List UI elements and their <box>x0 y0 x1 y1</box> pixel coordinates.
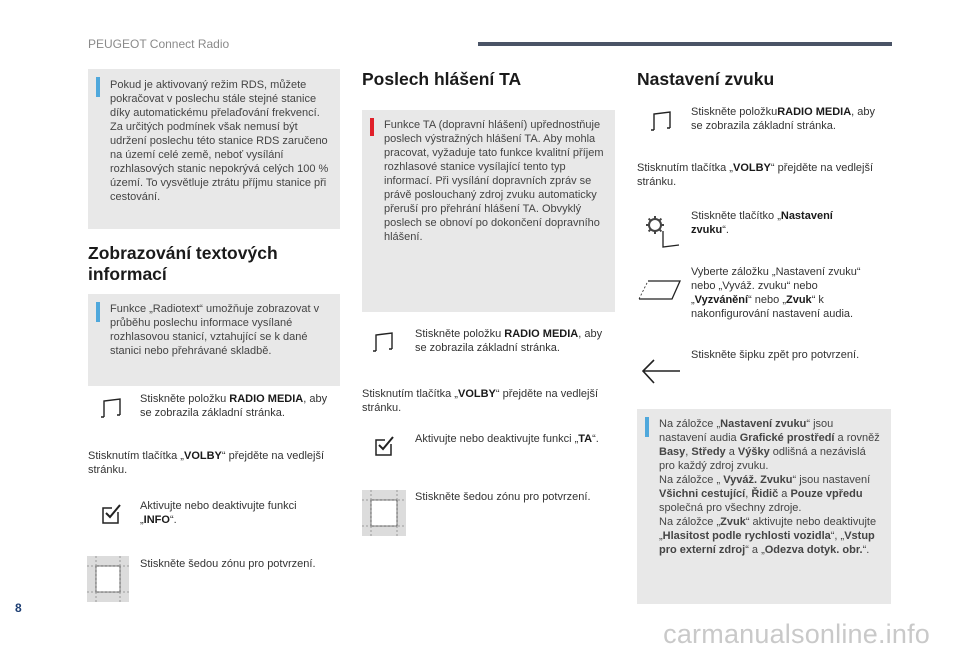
step-radio-media <box>140 392 335 420</box>
step-volby <box>362 387 602 415</box>
info-box-radiotext <box>88 294 340 386</box>
step-select-tab <box>691 265 881 321</box>
info-icon <box>96 302 100 322</box>
step-text: , aby se zobrazila základní stránka. <box>140 393 328 419</box>
step-sound-settings <box>691 209 871 237</box>
grey-zone-icon <box>362 490 406 536</box>
step-text: Stiskněte položku <box>691 106 778 118</box>
info-text: Funkce „Radiotext“ umožňuje zobrazovat v průběhu poslechu informace vysílané rozhlasovou stanicí, vztahující se k dané stanici nebo přehrávané skladbě. <box>110 303 320 357</box>
step-text: Stisknutím tlačítka „ <box>88 450 184 462</box>
step-text: Stiskněte položku <box>140 393 230 405</box>
step-keyword: Zvuk <box>786 294 812 306</box>
step-keyword: RADIO MEDIA <box>504 328 579 340</box>
step-text: Stiskněte položku <box>415 328 505 340</box>
step-keyword: INFO <box>143 514 170 526</box>
info-icon <box>96 77 100 97</box>
step-keyword: VOLBY <box>457 388 496 400</box>
warning-icon <box>370 118 374 136</box>
section-heading-sound: Nastavení zvuku <box>637 69 775 89</box>
page-number: 8 <box>15 601 22 615</box>
step-text: Vyberte záložku „Nastavení zvuku“ nebo „Vyváž. zvuku“ nebo „ <box>691 266 861 306</box>
warning-text: Funkce TA (dopravní hlášení) upřednostňuje poslech výstražných hlášení TA. Aby mohla pracovat, vyžaduje tato funkce kvalitní příjem rozhlasové stanice vysílající tento typ informací. Při vysílání dopravních zpráv se právě poslouchaný zdroj zvuku automaticky přeruší pro přehrání hlášení TA. Obvyklý poslech se obnoví po dokončení dopravního hlášení. <box>384 119 604 243</box>
info-text-sound: Na záložce „Zvuk“ aktivujte nebo deaktivujte „Hlasitost podle rychlosti vozidla“, „Vstup pro externí zdroj“ a „Odezva dotyk. obr.“. <box>659 516 877 556</box>
info-text-balance: Na záložce „ Vyváž. Zvuku“ jsou nastavení Všichni cestující, Řidič a Pouze vpředu společná pro všechny zdroje. <box>659 474 871 514</box>
info-box-rds <box>88 69 340 229</box>
checkbox-icon <box>373 434 397 458</box>
info-icon <box>645 417 649 437</box>
step-back-confirm: Stiskněte šipku zpět pro potvrzení. <box>691 349 860 361</box>
step-keyword: VOLBY <box>732 162 771 174</box>
watermark: carmanualsonline.info <box>663 619 930 649</box>
step-keyword: Nastavení zvuku <box>691 210 833 236</box>
step-text: , aby se zobrazila základní stránka. <box>691 106 876 132</box>
header-bar <box>478 42 892 46</box>
step-ta-toggle <box>415 432 610 446</box>
step-radio-media <box>691 105 886 133</box>
music-note-icon <box>372 331 396 355</box>
grey-zone-icon <box>87 556 129 602</box>
step-keyword: RADIO MEDIA <box>777 106 852 118</box>
step-text: “ přejděte na vedlejší stránku. <box>362 388 599 414</box>
step-text: “. <box>169 514 177 526</box>
section-heading-text-info: Zobrazování textových informací <box>88 243 278 284</box>
step-volby <box>637 161 877 189</box>
step-radio-media <box>415 327 615 355</box>
step-text: Stiskněte tlačítko „ <box>691 210 781 222</box>
music-note-icon <box>100 397 124 421</box>
tab-icon <box>638 279 682 301</box>
step-text: “ nebo „ <box>748 294 786 306</box>
step-text: Stisknutím tlačítka „ <box>362 388 458 400</box>
info-text-equalizer: Na záložce „Nastavení zvuku“ jsou nastavení audia Grafické prostředí a rovněž Basy, Středy a Výšky odlišná a nezávislá pro každý zdroj zvuku. <box>659 418 880 472</box>
step-text: “ k nakonfigurování nastavení audia. <box>691 294 854 320</box>
back-arrow-icon <box>640 357 682 387</box>
step-volby <box>88 449 328 477</box>
warning-box-ta <box>362 110 615 312</box>
step-keyword: VOLBY <box>183 450 222 462</box>
step-keyword: TA <box>578 433 593 445</box>
step-text: , aby se zobrazila základní stránka. <box>415 328 603 354</box>
step-confirm: Stiskněte šedou zónu pro potvrzení. <box>415 491 591 503</box>
gear-icon <box>643 215 683 249</box>
header-title: PEUGEOT Connect Radio <box>88 37 230 51</box>
step-text: Aktivujte nebo deaktivujte funkci „ <box>415 433 579 445</box>
music-note-icon <box>650 110 674 134</box>
step-text: “ přejděte na vedlejší stránku. <box>88 450 325 476</box>
info-box-sound <box>637 409 891 604</box>
checkbox-icon <box>100 502 124 526</box>
step-text: “ přejděte na vedlejší stránku. <box>637 162 874 188</box>
step-text: Stisknutím tlačítka „ <box>637 162 733 174</box>
step-confirm: Stiskněte šedou zónu pro potvrzení. <box>140 558 316 570</box>
step-text: “. <box>592 433 599 445</box>
step-text: “. <box>722 224 729 236</box>
info-text: Pokud je aktivovaný režim RDS, můžete pokračovat v poslechu stále stejné stanice díky automatickému přelaďování frekvencí. Za určitých podmínek však nemusí být udržení poslechu této stanice RDS zaručeno na území celé země, neboť vysílání rozhlasových stanic nepokrývá celých 100 % území. To vysvětluje ztrátu příjmu stanice při cestování. <box>110 79 329 203</box>
step-keyword: RADIO MEDIA <box>229 393 304 405</box>
section-heading-ta: Poslech hlášení TA <box>362 69 522 89</box>
step-text: Aktivujte nebo deaktivujte funkci „ <box>140 500 297 526</box>
step-keyword: Vyzvánění <box>694 294 749 306</box>
step-info-toggle <box>140 499 335 527</box>
